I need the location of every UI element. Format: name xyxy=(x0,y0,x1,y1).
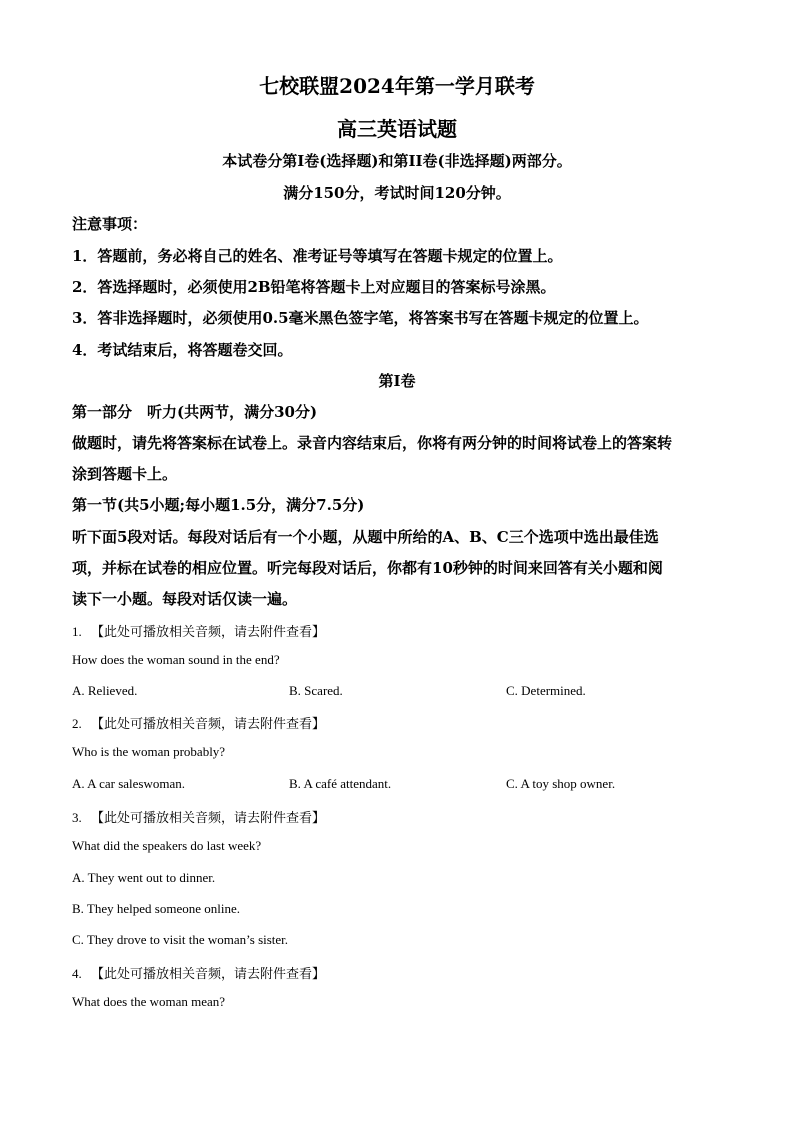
section1-heading: 第一节(共5小题;每小题1.5分，满分7.5分) xyxy=(72,496,365,514)
audio-note[interactable]: 【此处可播放相关音频，请去附件查看】 xyxy=(91,810,326,825)
part1-instruction-line: 做题时，请先将答案标在试卷上。录音内容结束后，你将有两分钟的时间将试卷上的答案转 xyxy=(72,434,673,452)
note-item: 3．答非选择题时，必须使用0.5毫米黑色签字笔，将答案书写在答题卡规定的位置上。 xyxy=(72,309,649,327)
option-c[interactable]: C. A toy shop owner. xyxy=(506,776,616,791)
question-3-header xyxy=(72,807,325,826)
option-c[interactable]: C. They drove to visit the woman’s sister. xyxy=(72,932,289,947)
audio-note[interactable]: 【此处可播放相关音频，请去附件查看】 xyxy=(91,966,326,981)
option-c[interactable]: C. Determined. xyxy=(506,683,586,698)
question-number: 2. xyxy=(72,716,82,731)
audio-note[interactable]: 【此处可播放相关音频，请去附件查看】 xyxy=(91,716,326,731)
note-item: 4．考试结束后，将答题卷交回。 xyxy=(72,341,293,359)
option-b[interactable]: B. A café attendant. xyxy=(289,776,392,791)
audio-note[interactable]: 【此处可播放相关音频，请去附件查看】 xyxy=(91,624,326,639)
question-number: 4. xyxy=(72,966,82,981)
part1-heading: 第一部分 听力(共两节，满分30分) xyxy=(72,403,318,421)
question-prompt: What did the speakers do last week? xyxy=(72,838,262,853)
question-1-header xyxy=(72,621,325,640)
part1-instruction-line: 涂到答题卡上。 xyxy=(72,465,178,483)
exam-title: 七校联盟2024年第一学月联考 xyxy=(259,74,535,98)
note-item: 1．答题前，务必将自己的姓名、准考证号等填写在答题卡规定的位置上。 xyxy=(72,247,563,265)
question-number: 1. xyxy=(72,624,82,639)
option-b[interactable]: B. Scared. xyxy=(289,683,343,698)
section1-instruction-line: 读下一小题。每段对话仅读一遍。 xyxy=(72,590,298,608)
question-number: 3. xyxy=(72,810,82,825)
exam-info-line-1: 本试卷分第I卷(选择题)和第II卷(非选择题)两部分。 xyxy=(222,152,572,170)
option-a[interactable]: A. They went out to dinner. xyxy=(72,870,216,885)
exam-subtitle: 高三英语试题 xyxy=(337,117,457,141)
option-a[interactable]: A. Relieved. xyxy=(72,683,138,698)
exam-info-line-2: 满分150分，考试时间120分钟。 xyxy=(283,184,511,202)
section1-instruction-line: 听下面5段对话。每段对话后有一个小题，从题中所给的A、B、C三个选项中选出最佳选 xyxy=(72,528,659,546)
question-prompt: What does the woman mean? xyxy=(72,994,226,1009)
question-prompt: How does the woman sound in the end? xyxy=(72,652,280,667)
notes-heading: 注意事项： xyxy=(72,215,148,233)
question-2-header xyxy=(72,713,325,732)
note-item: 2．答选择题时，必须使用2B铅笔将答题卡上对应题目的答案标号涂黑。 xyxy=(72,278,556,296)
option-b[interactable]: B. They helped someone online. xyxy=(72,901,241,916)
volume-label: 第I卷 xyxy=(378,372,416,390)
section1-instruction-line: 项，并标在试卷的相应位置。听完每段对话后，你都有10秒钟的时间来回答有关小题和阅 xyxy=(72,559,663,577)
question-4-header xyxy=(72,963,325,982)
option-a[interactable]: A. A car saleswoman. xyxy=(72,776,186,791)
question-prompt: Who is the woman probably? xyxy=(72,744,226,759)
